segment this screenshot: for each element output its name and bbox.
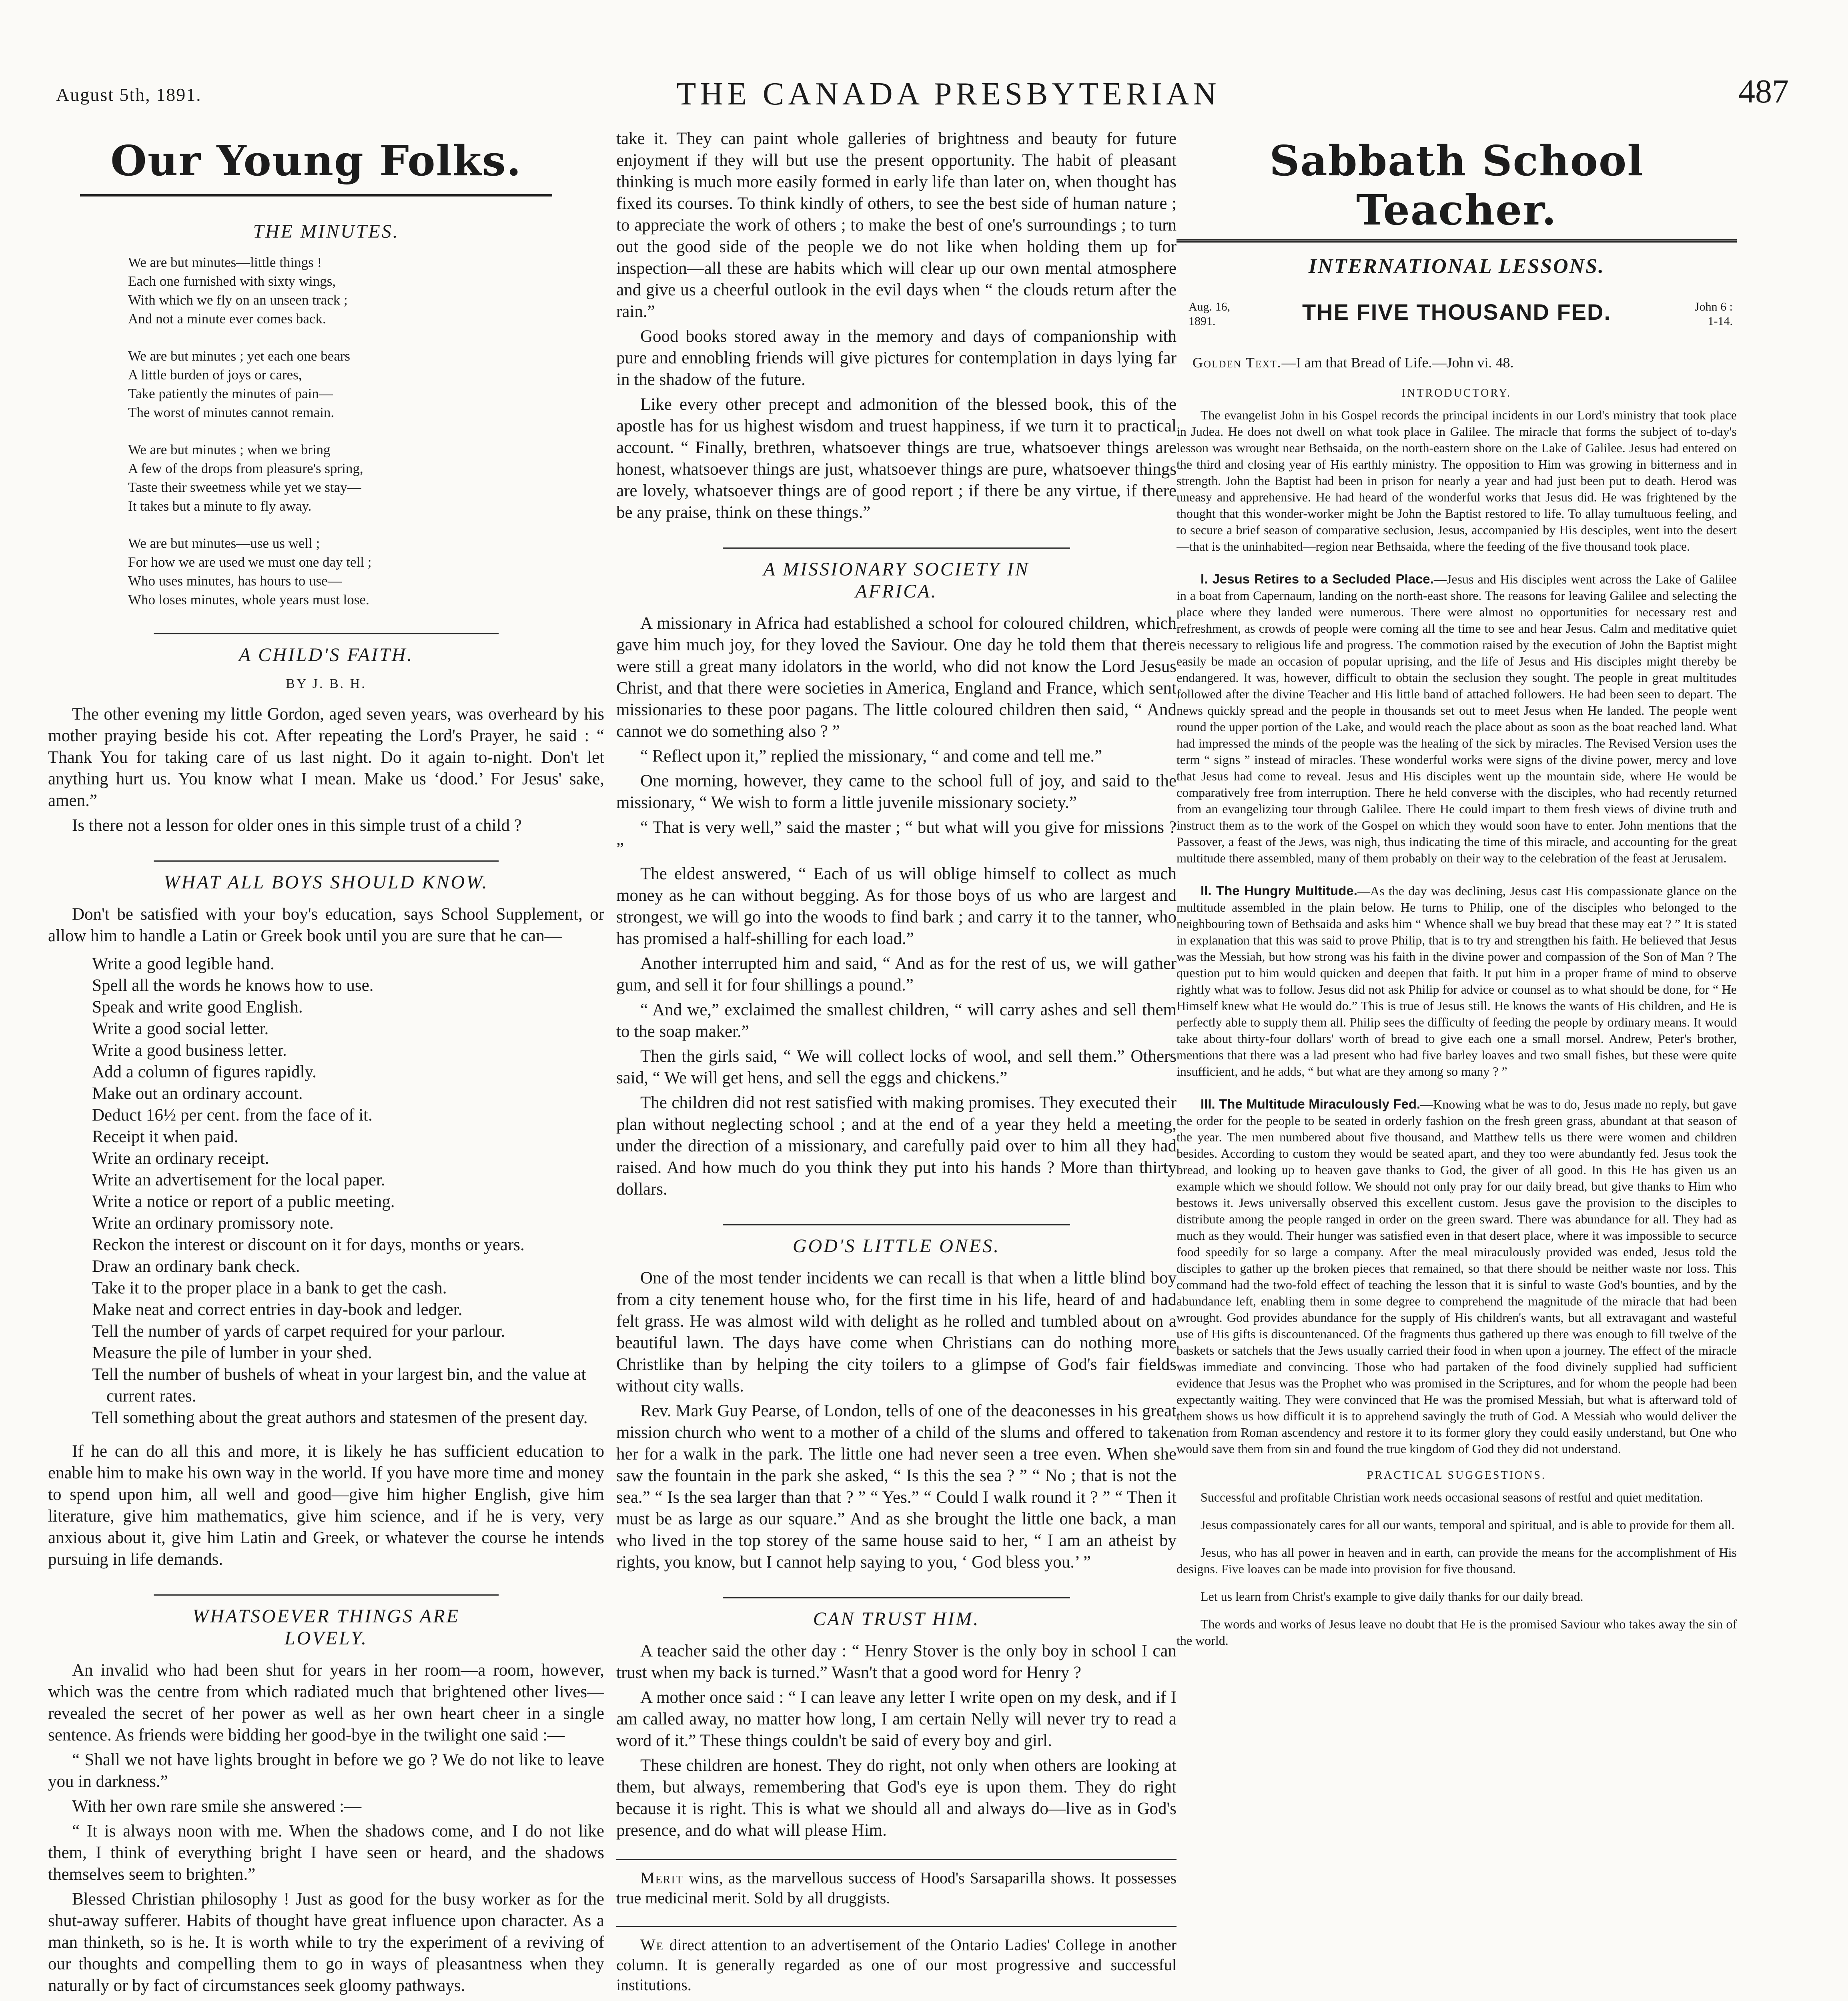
minutes-heading: THE MINUTES.	[253, 221, 399, 242]
poem-line: A little burden of joys or cares,	[128, 367, 302, 383]
poem-line: The worst of minutes cannot remain.	[128, 405, 335, 420]
lesson-date-line: 1891.	[1189, 315, 1216, 328]
article-paragraph: The other evening my little Gordon, aged seven years, was overheard by his mother praying beside his cot. After repeating the Lord's Prayer, he said : “ Thank You for taking care of us last night. Do it again to-night. Don't let anything hurt us. You know what I mean. Make us ‘dood.’ For Jesus' sake, amen.”	[48, 705, 604, 810]
college-notice	[616, 1926, 1177, 1995]
poem-line: With which we fly on an unseen track ;	[128, 292, 348, 308]
poem-line: Who loses minutes, whole years must lose.	[128, 592, 369, 608]
article-paragraph: Rev. Mark Guy Pearse, of London, tells of one of the deaconesses in his great mission church who went to a mother of a child of the slums and offered to take her for a walk in the park. The little one had never seen a tree even. When she saw the fountain in the park she asked, “ Is this the sea ? ” “ No ; that is not the sea.” “ Is the sea larger than that ? ” “ Yes.” “ Could I walk round it ? ” “ Then it must be as large as our square.” And as she brought the little one back, a man who lived in the top storey of the same house said to her, “ I am an atheist by rights, you know, but I cannot help saying to you, ‘ God bless you.’ ”	[616, 1402, 1177, 1572]
introductory-text: The evangelist John in his Gospel records the principal incidents in our Lord's ministry that took place in Judea. He does not dwell on what took place in Galilee. The miracle that forms the subject of to-day's lesson was wrought near Bethsaida, on the north-eastern shore on the Lake of Galilee. Jesus had entered on the third and closing year of His earthly ministry. The opposition to Him was growing in bitterness and in strength. John the Baptist had been in prison for nearly a year and had just been put to death. Herod was uneasy and apprehensive. He had heard of the wonderful works that Jesus did. He was frightened by the thought that this wonder-worker might be John the Baptist restored to life. To allay tumultuous feeling, and to secure a brief season of comparative seclusion, Jesus, accompanied by His desciples, went into the desert—that is the uninhabited—region near Bethsaida, where the feeding of the five thousand took place.	[1177, 408, 1737, 553]
poem-line: We are but minutes—use us well ;	[128, 535, 320, 551]
list-item: Write a good legible hand.	[92, 954, 275, 973]
list-item: Write a good social letter.	[92, 1019, 269, 1038]
list-item: Write an advertisement for the local paper.	[92, 1171, 385, 1189]
article-paragraph: One of the most tender incidents we can recall is that when a little blind boy from a city tenement house who, for the first time in his life, heard of and had felt grass. He was almost wild with delight as he rolled and tumbled about on a beautiful lawn. The days have come when Christians can do nothing more Christlike than by helping the city toilers to a glimpse of God's fair fields without city walls.	[616, 1269, 1177, 1395]
section-text: —Knowing what he was to do, Jesus made no reply, but gave the order for the people to be seated in orderly fashion on the fresh green grass, abundant at that season of the year. The men numbered about five thousand, and Matthew tells us there were women and children besides. According to custom they would be seated apart, and they too were abundantly fed. Jesus took the bread, and looking up to heaven gave thanks to God, the giver of all good. In this He has given us an example which we should follow. We should not only pray for our daily bread, but give thanks to Him who bestows it. Jews universally observed this excellent custom. Jesus gave the provision to the disciples to distribute among the people ranged in order on the green sward. There was abundance for all. They had as much as they would. Their hunger was satisfied even in that desert place, where it was impossible to securce food speedily for so large a company. After the meal miraculously provided was ended, Jesus told the disciples to gather up the broken pieces that remained, so that there should be neither waste nor loss. This command had the two-fold effect of teaching the lesson that it is sinful to waste God's bounties, and by the abundance left, enabling them in some degree to comprehend the magnitude of the miracle that had been wrought. God provides abundance for the supply of His children's wants, but all extravagant and wasteful use of His gifts is discountenanced. Of the fragments thus gathered up there was enough to fill twelve of the baskets or satchels that the Jews usually carried their food in when upon a journey. The effect of the miracle was immediate and convincing. Those who had partaken of the food divinely supplied had sufficient evidence that Jesus was the Prophet who was promised in the Scriptures, and for whom the people had been expectantly waiting. They were convinced that He was the promised Messiah, but what is afterward told of them shows us how difficult it is to apprehend savingly the truth of God. A Messiah who would deliver the nation from Roman ascendency and restore it to its former glory they could easily understand, but One who would save them from sin and found the true kingdom of God they did not understand.	[1177, 1097, 1737, 1456]
list-item: Add a column of figures rapidly.	[92, 1063, 317, 1081]
poem-line: A few of the drops from pleasure's spring,	[128, 461, 363, 476]
lesson-date-line: Aug. 16,	[1189, 300, 1231, 313]
section-title: III. The Multitude Miraculously Fed.	[1201, 1097, 1421, 1111]
article-paragraph: “ And we,” exclaimed the smallest children, “ will carry ashes and sell them to the soap maker.”	[616, 1000, 1177, 1041]
notice-lead: We	[640, 1936, 664, 1954]
poem-line: It takes but a minute to fly away.	[128, 498, 312, 514]
minutes-poem	[128, 253, 604, 609]
lesson-date	[1189, 300, 1230, 329]
poem-stanza	[128, 347, 604, 422]
boys-heading: WHAT ALL BOYS SHOULD KNOW.	[154, 860, 499, 893]
young-folks-masthead: Our Young Folks.	[80, 136, 552, 196]
running-header	[56, 60, 1789, 124]
suggestion: The words and works of Jesus leave no doubt that He is the promised Saviour who takes away the sin of the world.	[1177, 1617, 1737, 1648]
right-column	[1177, 128, 1737, 2001]
boys-skills-list	[92, 953, 604, 1429]
article-paragraph: take it. They can paint whole galleries of brightness and beauty for future enjoyment if they will but use the present opportunity. The habit of pleasant thinking is much more easily formed in early life than later on, when thought has fixed its courses. To think kindly of others, to see the best side of human nature ; to appreciate the work of others ; to make the best of one's surroundings ; to turn out the good side of the people we do not like when holding them up for inspection—all these are habits which will clear up our own mental atmosphere and give us a cheerful outlook in the evil days when “ the clouds return after the rain.”	[616, 129, 1177, 321]
list-item: Tell the number of yards of carpet required for your parlour.	[92, 1322, 505, 1341]
missionary-heading: A MISSIONARY SOCIETY IN AFRICA.	[723, 547, 1070, 602]
notice-text	[616, 1868, 1177, 1908]
article-paragraph: The eldest answered, “ Each of us will oblige himself to collect as much money as he can without begging. As for those boys of us who are largest and strongest, we will go into the woods to find bark ; and carry it to the tanner, who has promised a half-shilling for each load.”	[616, 864, 1177, 948]
section-title: I. Jesus Retires to a Secluded Place.	[1201, 571, 1434, 586]
little-ones-heading: GOD'S LITTLE ONES.	[723, 1224, 1070, 1257]
middle-column	[616, 128, 1177, 2001]
poem-line: We are but minutes ; when we bring	[128, 442, 331, 457]
left-column	[48, 128, 604, 2001]
list-item: Write a notice or report of a public meeting.	[92, 1192, 395, 1211]
article-paragraph: “ That is very well,” said the master ; “ but what will you give for missions ? ”	[616, 818, 1177, 858]
lesson-ref-line: John 6 :	[1694, 300, 1733, 313]
notice-lead: Merit	[640, 1869, 683, 1887]
golden-text-body: —I am that Bread of Life.—John vi. 48.	[1281, 355, 1514, 371]
poem-line: Take patiently the minutes of pain—	[128, 386, 333, 401]
list-item: Draw an ordinary bank check.	[92, 1257, 300, 1276]
poem-stanza	[128, 534, 604, 609]
lesson-title: THE FIVE THOUSAND FED.	[1302, 299, 1611, 325]
list-item: Write an ordinary promissory note.	[92, 1214, 334, 1233]
issue-date: August 5th, 1891.	[56, 84, 202, 105]
article-paragraph: Then the girls said, “ We will collect locks of wool, and sell them.” Others said, “ We will get hens, and sell the eggs and chickens.”	[616, 1047, 1177, 1087]
article-paragraph: “ Shall we not have lights brought in before we go ? We do not like to leave you in darkness.”	[48, 1750, 604, 1791]
section-title: II. The Hungry Multitude.	[1201, 883, 1357, 898]
golden-text	[1193, 354, 1737, 371]
list-item: Reckon the interest or discount on it for days, months or years.	[92, 1235, 525, 1254]
boys-intro: Don't be satisfied with your boy's education, says School Supplement, or allow him to handle a Latin or Greek book until you are sure that he can—	[48, 905, 604, 945]
suggestion: Jesus compassionately cares for all our wants, temporal and spiritual, and is able to provide for them all.	[1201, 1518, 1735, 1532]
lesson-ref-line: 1-14.	[1708, 315, 1733, 328]
trust-heading: CAN TRUST HIM.	[723, 1597, 1070, 1630]
list-item: Spell all the words he knows how to use.	[92, 976, 374, 995]
introductory-heading: INTRODUCTORY.	[1401, 387, 1512, 399]
list-item: Receipt it when paid.	[92, 1127, 239, 1146]
poem-line: And not a minute ever comes back.	[128, 311, 326, 327]
list-item: Speak and write good English.	[92, 998, 303, 1017]
article-paragraph: A missionary in Africa had established a school for coloured children, which gave him much joy, for they loved the Saviour. One day he told them that there were still a great many idolators in the world, who did not know the Lord Jesus Christ, and that there were societies in America, England and France, which sent missionaries to these poor pagans. The little coloured children then said, “ And cannot we do something also ? ”	[616, 614, 1177, 741]
lesson-section	[1177, 1096, 1737, 1457]
poem-line: Taste their sweetness while yet we stay—	[128, 479, 361, 495]
notice-text	[616, 1935, 1177, 1995]
article-paragraph: Is there not a lesson for older ones in this simple trust of a child ?	[72, 816, 522, 835]
article-paragraph: Blessed Christian philosophy ! Just as good for the busy worker as for the shut-away sufferer. Habits of thought have great influence upon character. As a man thinketh, so is he. It is worth while to try the experiment of a reviving of our thoughts and compelling them to go in ways of pleasantness when they naturally or by fact of circumstances seek gloomy pathways.	[48, 1890, 604, 1995]
lesson-section	[1177, 571, 1737, 866]
hoods-notice	[616, 1859, 1177, 1908]
notice-body: wins, as the marvellous success of Hood's Sarsaparilla shows. It possesses true medicinal merit. Sold by all druggists.	[616, 1869, 1177, 1907]
article-paragraph: “ It is always noon with me. When the shadows come, and I do not like them, I think of everything bright I have seen or heard, and the shadows themselves seem to brighten.”	[48, 1822, 604, 1884]
international-lessons-kicker: INTERNATIONAL LESSONS.	[1308, 255, 1605, 278]
list-item: Take it to the proper place in a bank to get the cash.	[92, 1279, 447, 1297]
poem-line: We are but minutes ; yet each one bears	[128, 348, 351, 364]
article-paragraph: The children did not rest satisfied with making promises. They executed their plan without neglecting school ; and at the end of a year they held a meeting, under the direction of a missionary, and carefully paid over to him all they had raised. And how much do you think they put into his hands ? More than thirty dollars.	[616, 1093, 1177, 1199]
suggestion: Jesus, who has all power in heaven and in earth, can provide the means for the accomplishment of His designs. Five loaves can be made into provision for five thousand.	[1177, 1545, 1737, 1576]
article-paragraph: With her own rare smile she answered :—	[72, 1797, 362, 1816]
page-number: 487	[1738, 73, 1789, 110]
poem-stanza	[128, 253, 604, 328]
list-item: Make out an ordinary account.	[92, 1084, 303, 1103]
list-item: Measure the pile of lumber in your shed.	[92, 1343, 372, 1362]
list-item: Deduct 16½ per cent. from the face of it.	[92, 1106, 373, 1125]
notice-body: direct attention to an advertisement of the Ontario Ladies' College in another column. It is generally regarded as one of our most progressive and successful institutions.	[616, 1936, 1177, 1994]
poem-line: For how we are used we must one day tell ;	[128, 554, 372, 570]
practical-heading: PRACTICAL SUGGESTIONS.	[1367, 1469, 1546, 1482]
poem-stanza	[128, 440, 604, 515]
lesson-sections	[1177, 571, 1737, 1457]
suggestion: Successful and profitable Christian work needs occasional seasons of restful and quiet meditation.	[1201, 1490, 1703, 1504]
article-paragraph: One morning, however, they came to the school full of joy, and said to the missionary, “ We wish to form a little juvenile missionary society.”	[616, 772, 1177, 812]
article-paragraph: An invalid who had been shut for years in her room—a room, however, which was the centre from which radiated much that brightened other lives—revealed the secret of her power as well as her own heart cheer in a single sentence. As friends were bidding her good-bye in the twilight one said :—	[48, 1661, 604, 1744]
article-paragraph: “ Reflect upon it,” replied the missionary, “ and come and tell me.”	[640, 747, 1102, 766]
childs-faith-byline: BY J. B. H.	[286, 676, 367, 691]
article-paragraph: A mother once said : “ I can leave any letter I write open on my desk, and if I am called away, no matter how long, I am certain Nelly will never try to read a word of it.” These things couldn't be said of every boy and girl.	[616, 1688, 1177, 1750]
list-item: Tell the number of bushels of wheat in your largest bin, and the value at current rates.	[92, 1365, 586, 1406]
newspaper-title: THE CANADA PRESBYTERIAN	[676, 76, 1221, 112]
golden-text-label: Golden Text.	[1193, 355, 1282, 371]
sabbath-school-masthead: Sabbath School Teacher.	[1177, 136, 1737, 243]
article-paragraph: Like every other precept and admonition of the blessed book, this of the apostle has for us highest wisdom and truest happiness, if we turn it to practical account. “ Finally, brethren, whatsoever things are true, whatsoever things are honest, whatsoever things are just, whatsoever things are pure, whatsoever things are lovely, whatsoever things are of good report ; if there be any virtue, if there be any praise, think on these things.”	[616, 395, 1177, 522]
list-item: Tell something about the great authors and statesmen of the present day.	[92, 1408, 588, 1427]
section-text: —As the day was declining, Jesus cast His compassionate glance on the multitude assembled in the plain below. He turns to Philip, one of the disciples who belonged to the neighbouring town of Bethsaida and asks him “ Whence shall we buy bread that these may eat ? ” It is stated in explanation that this was said to prove Philip, that is to try and strengthen his faith. He believed that Jesus was the Messiah, but how strong was his faith in the divine power and compassion of the Son of Man ? The question put to him would quicken and deepen that faith. It put him in a proper frame of mind to observe rightly what was to follow. Jesus did not ask Philip for advice or counsel as to what should be done, for “ He Himself knew what He would do.” This is true of Jesus still. He knows the wants of His children, and He is perfectly able to supply them all. Philip sees the difficulty of feeding the people by ordinary means. It would take about thirty-four dollars' worth of bread to give each one a small morsel. Andrew, Peter's brother, mentions that there was a lad present who had five barley loaves and two small fishes, but these were quite insufficient, and he adds, “ but what are they among so many ? ”	[1177, 884, 1737, 1079]
suggestion: Let us learn from Christ's example to give daily thanks for our daily bread.	[1201, 1589, 1583, 1604]
article-paragraph: These children are honest. They do right, not only when others are looking at them, but always, remembering that God's eye is upon them. They do right because it is right. This is what we should all and always do—live as in God's presence, and do what will please Him.	[616, 1756, 1177, 1840]
lesson-header	[1177, 294, 1737, 342]
poem-line: We are but minutes—little things !	[128, 255, 322, 270]
childs-faith-heading: A CHILD'S FAITH.	[154, 633, 499, 666]
boys-closing: If he can do all this and more, it is likely he has sufficient education to enable him to make his own way in the world. If you have more time and money to spend upon him, all well and good—give him higher English, give him literature, give him mathematics, give him science, and if he is very, very anxious about it, give him Latin and Greek, or whatever the course he intends pursuing in life demands.	[48, 1442, 604, 1569]
article-paragraph: Another interrupted him and said, “ And as for the rest of us, we will gather gum, and sell it for four shillings a pound.”	[616, 954, 1177, 994]
lovely-heading: WHATSOEVER THINGS ARE LOVELY.	[154, 1594, 499, 1649]
lesson-section	[1177, 882, 1737, 1080]
list-item: Make neat and correct entries in day-book and ledger.	[92, 1300, 463, 1319]
poem-line: Each one furnished with sixty wings,	[128, 273, 336, 289]
practical-suggestions	[1177, 1489, 1737, 1649]
list-item: Write a good business letter.	[92, 1041, 287, 1060]
lesson-reference	[1695, 300, 1733, 329]
list-item: Write an ordinary receipt.	[92, 1149, 269, 1168]
section-text: —Jesus and His disciples went across the Lake of Galilee in a boat from Capernaum, landing on the north-east shore. The reasons for leaving Galilee and selecting the place where they landed were numerous. There were almost no opportunities for necessary rest and refreshment, as crowds of people were coming all the time to see and hear Jesus. Calm and meditative quiet is necessary to religious life and progress. The commotion raised by the execution of John the Baptist might easily be made an occasion of popular uprising, and the life of Jesus and His disciples might thereby be endangered. It was, however, difficult to obtain the seclusion they sought. The people in great multitudes followed after the divine Teacher and His little band of attached followers. He had been seen to depart. The news quickly spread and the people in thousands set out to meet Jesus when He landed. The people went round the upper portion of the Lake, and would reach the place about as soon as the boat reached land. What had impressed the minds of the people was the healing of the sick by miracles. The Revised Version uses the term “ signs ” instead of miracles. These wonderful works were signs of the divine power, mercy and love that Jesus had come to reveal. Jesus and His disciples went up the mountain side, where He would be comparatively free from interruption. There he held converse with the disciples, who had recently returned from an evangelizing tour through Galilee. There He could impart to them fresh views of divine truth and instruct them as to the work of the Gospel on which they would soon have to enter. John mentions that the Passover, a feast of the Jews, was nigh, thus indicating the time of this miracle, and accounting for the great multitude there assembled, many of them probably on their way to the celebration of the feast at Jerusalem.	[1177, 572, 1737, 865]
article-paragraph: A teacher said the other day : “ Henry Stover is the only boy in school I can trust when my back is turned.” Wasn't that a good word for Henry ?	[616, 1642, 1177, 1682]
article-paragraph: Good books stored away in the memory and days of companionship with pure and ennobling friends will give pictures for contemplation in days lying far in the shadow of the future.	[616, 327, 1177, 389]
poem-line: Who uses minutes, has hours to use—	[128, 573, 342, 589]
